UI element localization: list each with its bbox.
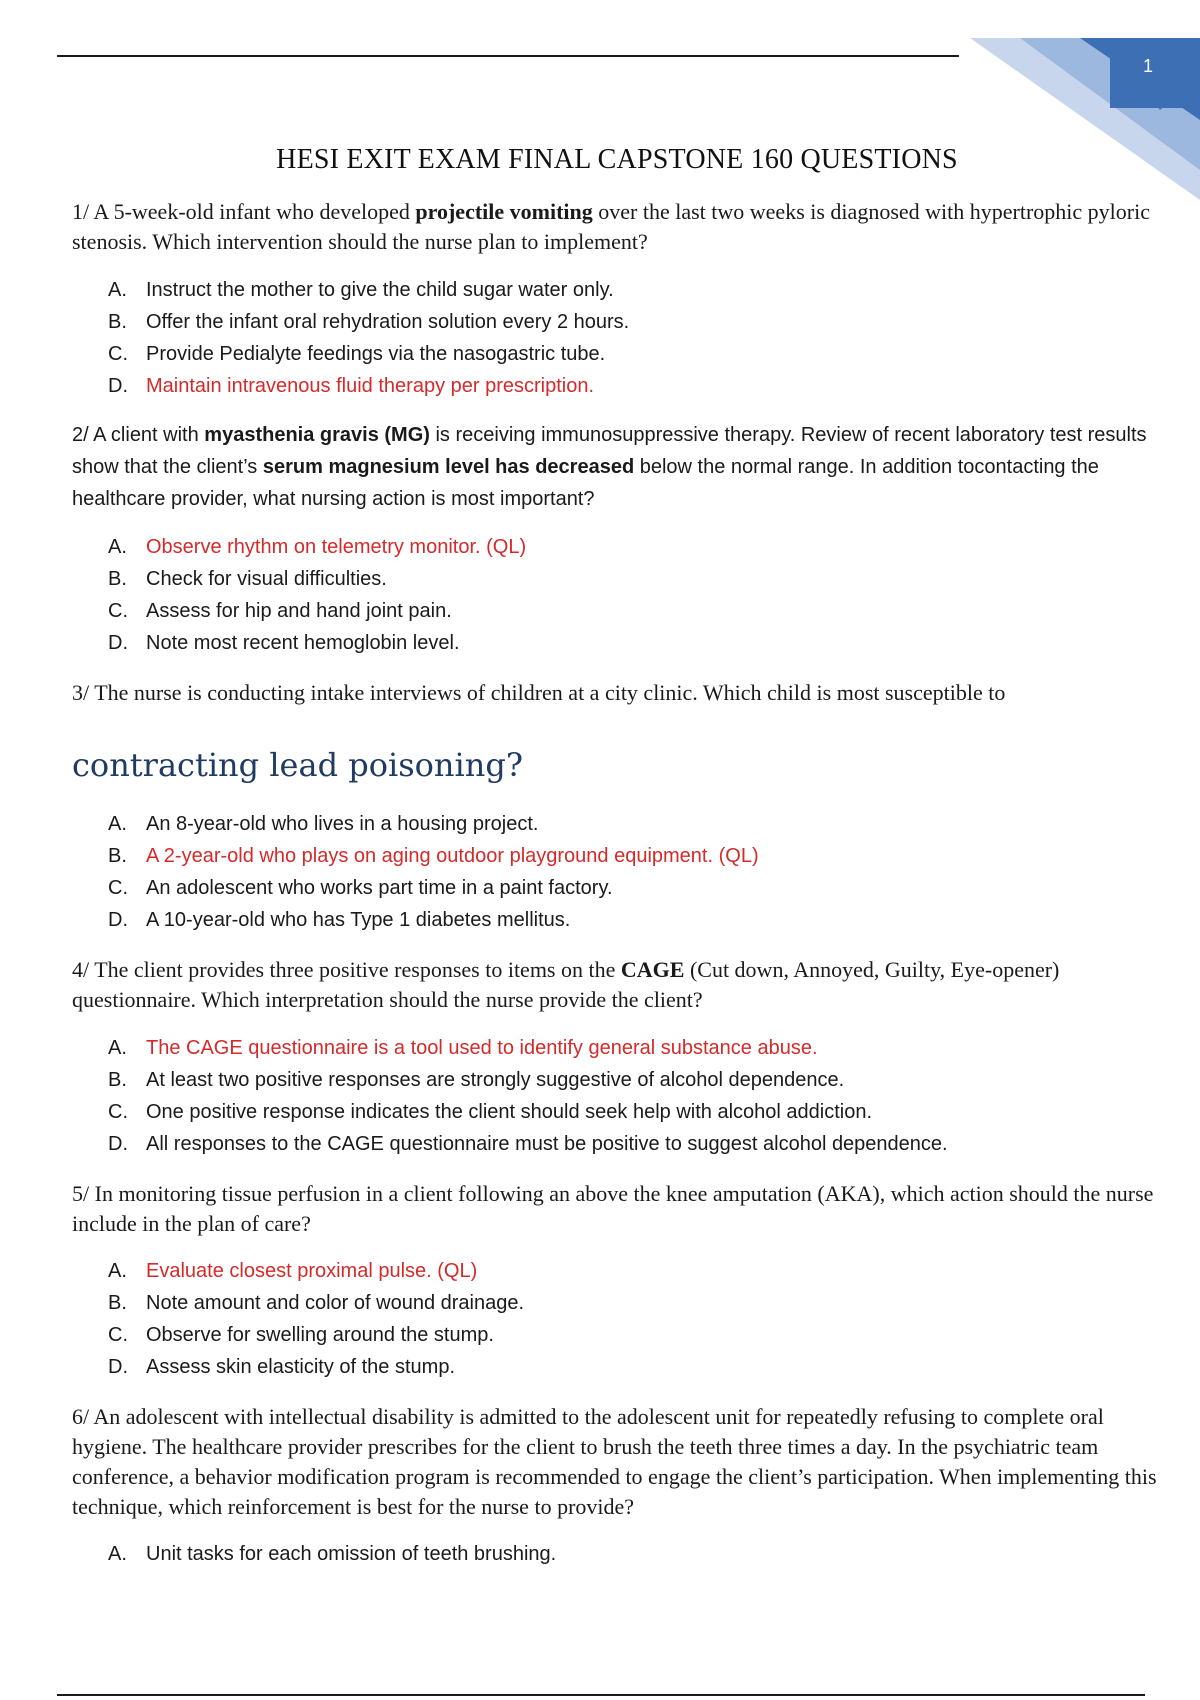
option: B. Offer the infant oral rehydration solution every 2 hours. — [108, 311, 630, 333]
question-3-options — [108, 808, 1178, 936]
question-4-options — [108, 1032, 1178, 1160]
option: A. An 8-year-old who lives in a housing project. — [108, 813, 539, 835]
option: C. Provide Pedialyte feedings via the nasogastric tube. — [108, 343, 606, 365]
question-5-text: 5/ In monitoring tissue perfusion in a client following an above the knee amputation (AKA), which action should the nurse include in the plan of care? — [72, 1181, 1154, 1236]
option: C. Observe for swelling around the stump. — [108, 1324, 494, 1346]
question-3-text: 3/ The nurse is conducting intake interviews of children at a city clinic. Which child is most susceptible to — [72, 680, 1006, 705]
option: D. Note most recent hemoglobin level. — [108, 632, 460, 654]
option: B. At least two positive responses are strongly suggestive of alcohol dependence. — [108, 1069, 845, 1091]
correct-option: A. The CAGE questionnaire is a tool used to identify general substance abuse. — [108, 1037, 818, 1059]
option: B. Note amount and color of wound drainage. — [108, 1292, 525, 1314]
question-6-text: 6/ An adolescent with intellectual disability is admitted to the adolescent unit for repeatedly refusing to complete oral hygiene. The healthcare provider prescribes for the client to brush the teeth three times a day. In the psychiatric team conference, a behavior modification program is recommended to engage the client’s participation. When implementing this technique, which reinforcement is best for the nurse to provide? — [72, 1404, 1157, 1519]
footer-rule — [57, 1694, 1145, 1696]
option: B. Check for visual difficulties. — [108, 568, 387, 590]
question-1-text: 1/ A 5-week-old infant who developed projectile vomiting over the last two weeks is diagnosed with hypertrophic pyloric stenosis. Which intervention should the nurse plan to implement? — [72, 199, 1150, 254]
option: D. Assess skin elasticity of the stump. — [108, 1356, 456, 1378]
option: A. Unit tasks for each omission of teeth brushing. — [108, 1543, 557, 1565]
correct-option: B. A 2-year-old who plays on aging outdoor playground equipment. (QL) — [108, 845, 759, 867]
question-5-options — [108, 1255, 1178, 1383]
correct-option: D. Maintain intravenous fluid therapy per prescription. — [108, 375, 595, 397]
correct-option: A. Observe rhythm on telemetry monitor. (QL) — [108, 536, 527, 558]
option: C. One positive response indicates the client should seek help with alcohol addiction. — [108, 1101, 872, 1123]
option: D. A 10-year-old who has Type 1 diabetes mellitus. — [108, 909, 571, 931]
correct-option: A. Evaluate closest proximal pulse. (QL) — [108, 1260, 478, 1282]
option: A. Instruct the mother to give the child sugar water only. — [108, 279, 614, 301]
option: C. An adolescent who works part time in a paint factory. — [108, 877, 613, 899]
question-6-options — [108, 1538, 1178, 1570]
question-1-options — [108, 274, 1178, 402]
document-title: HESI EXIT EXAM FINAL CAPSTONE 160 QUESTIONS — [276, 144, 958, 175]
question-2-options — [108, 531, 1178, 659]
page-number: 1 — [1142, 56, 1153, 76]
question-4-text: 4/ The client provides three positive responses to items on the CAGE (Cut down, Annoyed, Guilty, Eye-opener) questionnaire. Which interpretation should the nurse provide the client? — [72, 957, 1060, 1012]
question-2-text: 2/ A client with myasthenia gravis (MG) is receiving immunosuppressive therapy. Review of recent laboratory test results show that the client’s serum magnesium level has decreased below the normal range. In addition tocontacting the healthcare provider, what nursing action is most important? — [72, 424, 1147, 510]
question-3-heading: contracting lead poisoning? — [72, 746, 523, 784]
option: C. Assess for hip and hand joint pain. — [108, 600, 452, 622]
header-rule — [57, 55, 959, 57]
option: D. All responses to the CAGE questionnaire must be positive to suggest alcohol dependence. — [108, 1133, 948, 1155]
